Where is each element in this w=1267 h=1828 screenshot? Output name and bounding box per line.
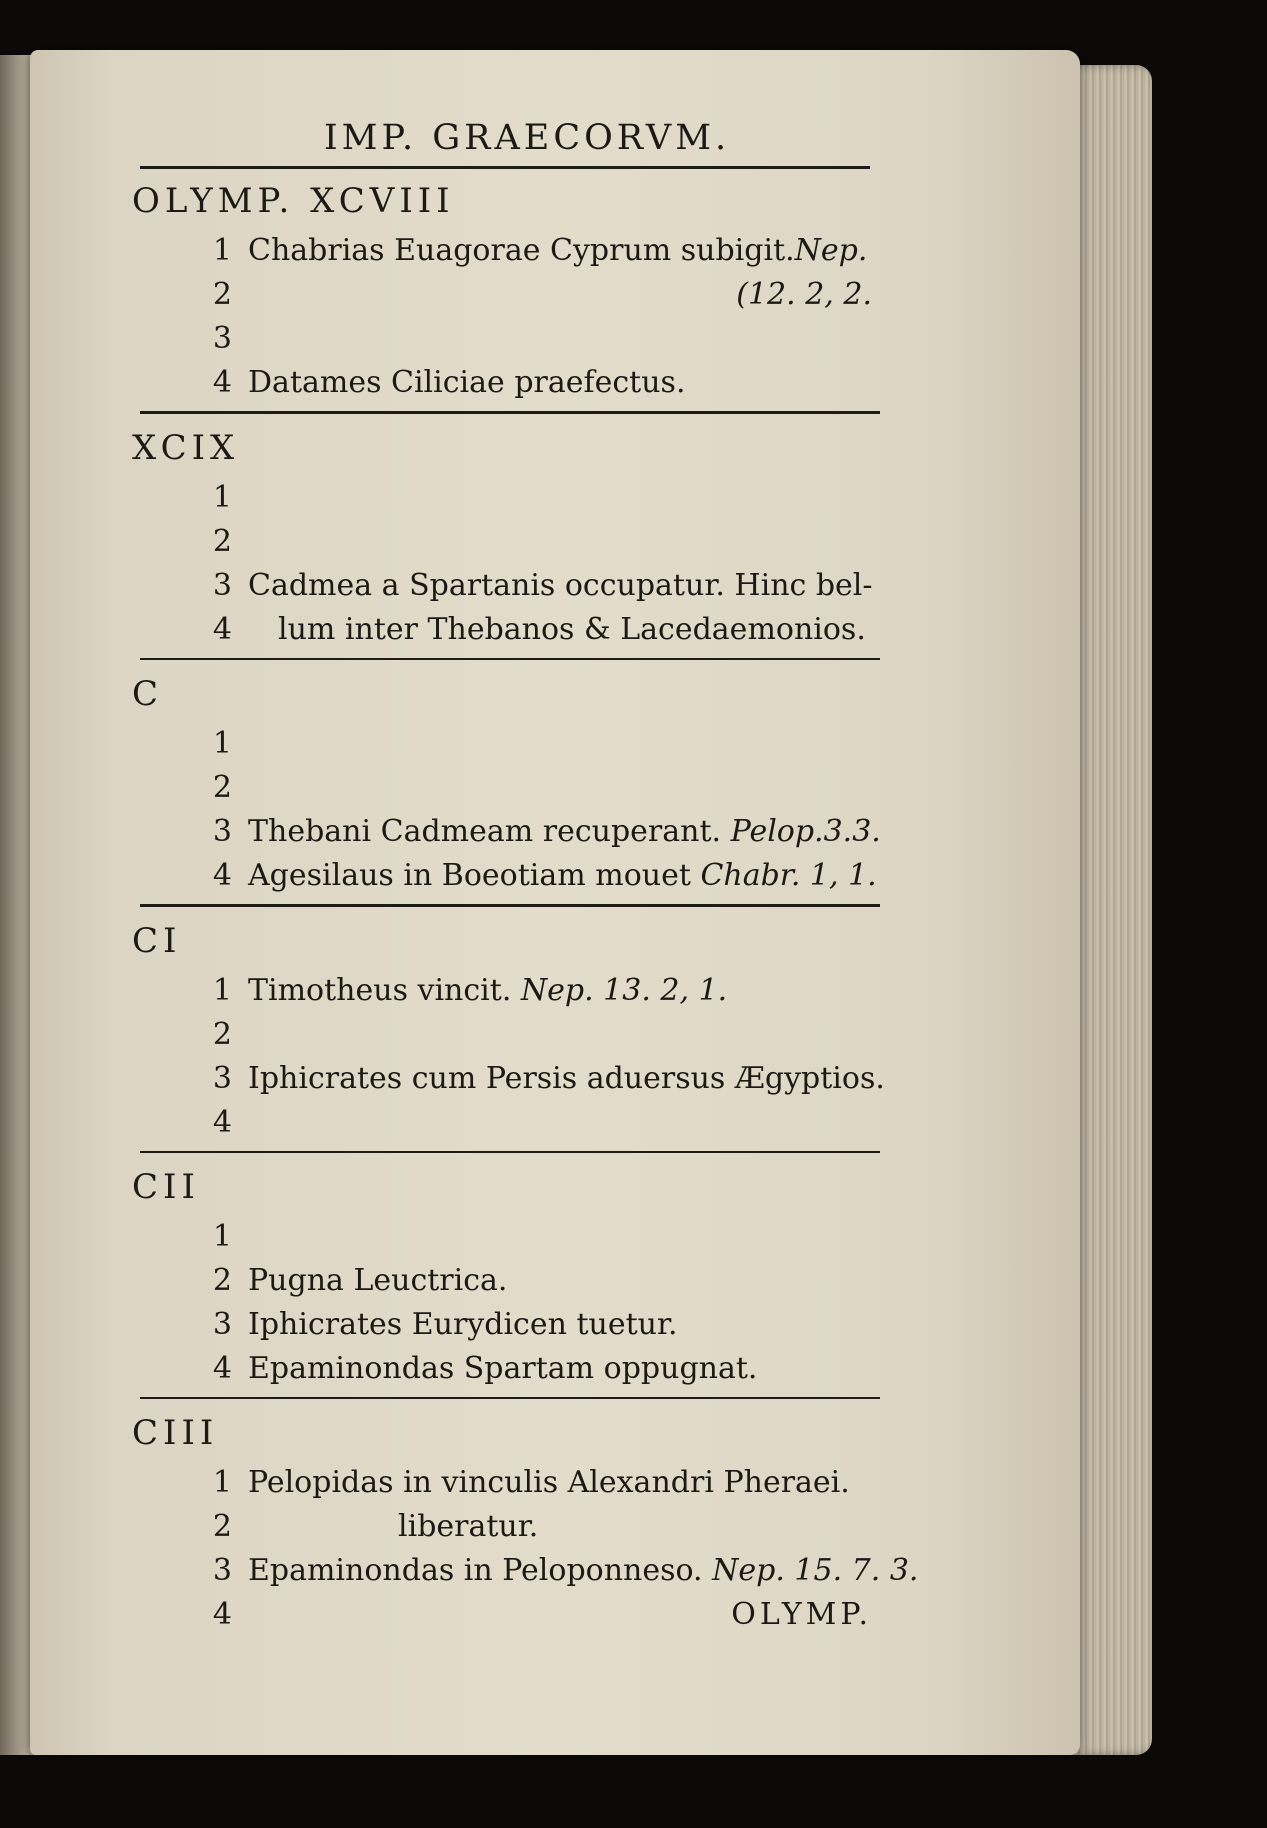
year-line (132, 1461, 872, 1505)
year-line (132, 766, 872, 810)
year-number: 1 (212, 1219, 232, 1254)
entry-text: Timotheus vincit. (248, 973, 512, 1008)
year-number: 1 (212, 1465, 232, 1500)
running-head: IMP. GRAECORVM. (323, 118, 731, 158)
year-number: 3 (212, 1061, 232, 1096)
year-text: liberatur. (398, 1509, 539, 1544)
entry-text: Agesilaus in Boeotiam mouet (248, 858, 691, 893)
year-line (132, 1303, 872, 1347)
year-text (248, 1549, 918, 1593)
year-number: 2 (212, 1509, 232, 1544)
page-content (132, 118, 919, 1637)
year-line (132, 361, 872, 405)
year-number: 2 (212, 277, 232, 312)
year-number: 2 (212, 524, 232, 559)
year-line (132, 1013, 872, 1057)
section-rule (140, 904, 880, 907)
entry-text: Thebani Cadmeam recuperant. (248, 814, 722, 849)
year-number: 2 (212, 1017, 232, 1052)
year-number: 1 (212, 973, 232, 1008)
year-text (248, 810, 881, 854)
year-line (132, 810, 881, 854)
year-line (132, 1505, 872, 1549)
year-text: Pelopidas in vinculis Alexandri Pheraei. (248, 1465, 850, 1500)
entry-reference: Nep. 15. 7. 3. (712, 1553, 919, 1588)
year-text: Iphicrates Eurydicen tuetur. (248, 1307, 678, 1342)
catchword: OLYMP. (731, 1597, 872, 1632)
olympiad-section (132, 177, 872, 414)
year-line (132, 722, 872, 766)
year-line (132, 1057, 885, 1101)
year-line (132, 273, 872, 317)
year-number: 3 (212, 814, 232, 849)
year-text: Epaminondas Spartam oppugnat. (248, 1351, 758, 1386)
year-number: 4 (212, 1597, 232, 1632)
year-number: 1 (212, 480, 232, 515)
year-number: 3 (212, 321, 232, 356)
entry-reference: Pelop.3.3. (730, 814, 881, 849)
entry-reference: Nep. 13. 2, 1. (520, 973, 728, 1008)
section-rule (140, 411, 880, 414)
section-rule (140, 1151, 880, 1153)
year-line (132, 1101, 872, 1145)
year-line (132, 1593, 872, 1637)
olympiad-title: OLYMP. XCVIII (132, 181, 455, 221)
year-number: 2 (212, 1263, 232, 1298)
olympiad-section (132, 424, 872, 660)
year-number: 4 (212, 858, 232, 893)
year-number: 3 (212, 568, 232, 603)
year-number: 1 (212, 726, 232, 761)
section-rule (140, 658, 880, 660)
year-line (132, 564, 872, 608)
olympiad-title: CI (132, 921, 182, 961)
year-number: 4 (212, 365, 232, 400)
year-line (132, 520, 872, 564)
year-number: 1 (212, 233, 232, 268)
olympiad-title: XCIX (132, 428, 240, 468)
year-text (248, 229, 872, 273)
year-number: 2 (212, 770, 232, 805)
olympiad-section (132, 1409, 919, 1637)
year-text: Iphicrates cum Persis aduersus Ægyptios. (248, 1061, 885, 1096)
year-text: Pugna Leuctrica. (248, 1263, 508, 1298)
section-rule (140, 1397, 880, 1399)
year-line (132, 1215, 872, 1259)
olympiad-section (132, 670, 881, 907)
year-text: lum inter Thebanos & Lacedaemonios. (278, 612, 866, 647)
olympiad-section (132, 917, 885, 1153)
year-line (132, 1259, 872, 1303)
entry-text: Chabrias Euagorae Cyprum subigit. (248, 233, 795, 268)
olympiad-title: CII (132, 1167, 200, 1207)
year-number: 4 (212, 1351, 232, 1386)
year-number: 4 (212, 1105, 232, 1140)
year-text: Cadmea a Spartanis occupatur. Hinc bel- (248, 568, 873, 603)
year-text (248, 854, 877, 898)
header-rule (140, 166, 870, 169)
year-text (248, 969, 872, 1013)
year-line (132, 476, 872, 520)
year-number: 4 (212, 612, 232, 647)
olympiad-section (132, 1163, 872, 1399)
year-number: 3 (212, 1553, 232, 1588)
year-line (132, 229, 872, 273)
year-line (132, 608, 872, 652)
year-line (132, 969, 872, 1013)
entry-reference: Chabr. 1, 1. (700, 858, 877, 893)
entry-reference: Nep. (794, 233, 868, 268)
entry-reference: (12. 2, 2. (736, 277, 872, 312)
entry-text: Epaminondas in Peloponneso. (248, 1553, 703, 1588)
year-line (132, 317, 872, 361)
year-line (132, 1549, 919, 1593)
year-line (132, 1347, 872, 1391)
year-line (132, 854, 877, 898)
year-number: 3 (212, 1307, 232, 1342)
olympiad-title: C (132, 674, 164, 714)
year-text: Datames Ciliciae praefectus. (248, 365, 686, 400)
olympiad-title: CIII (132, 1413, 219, 1453)
